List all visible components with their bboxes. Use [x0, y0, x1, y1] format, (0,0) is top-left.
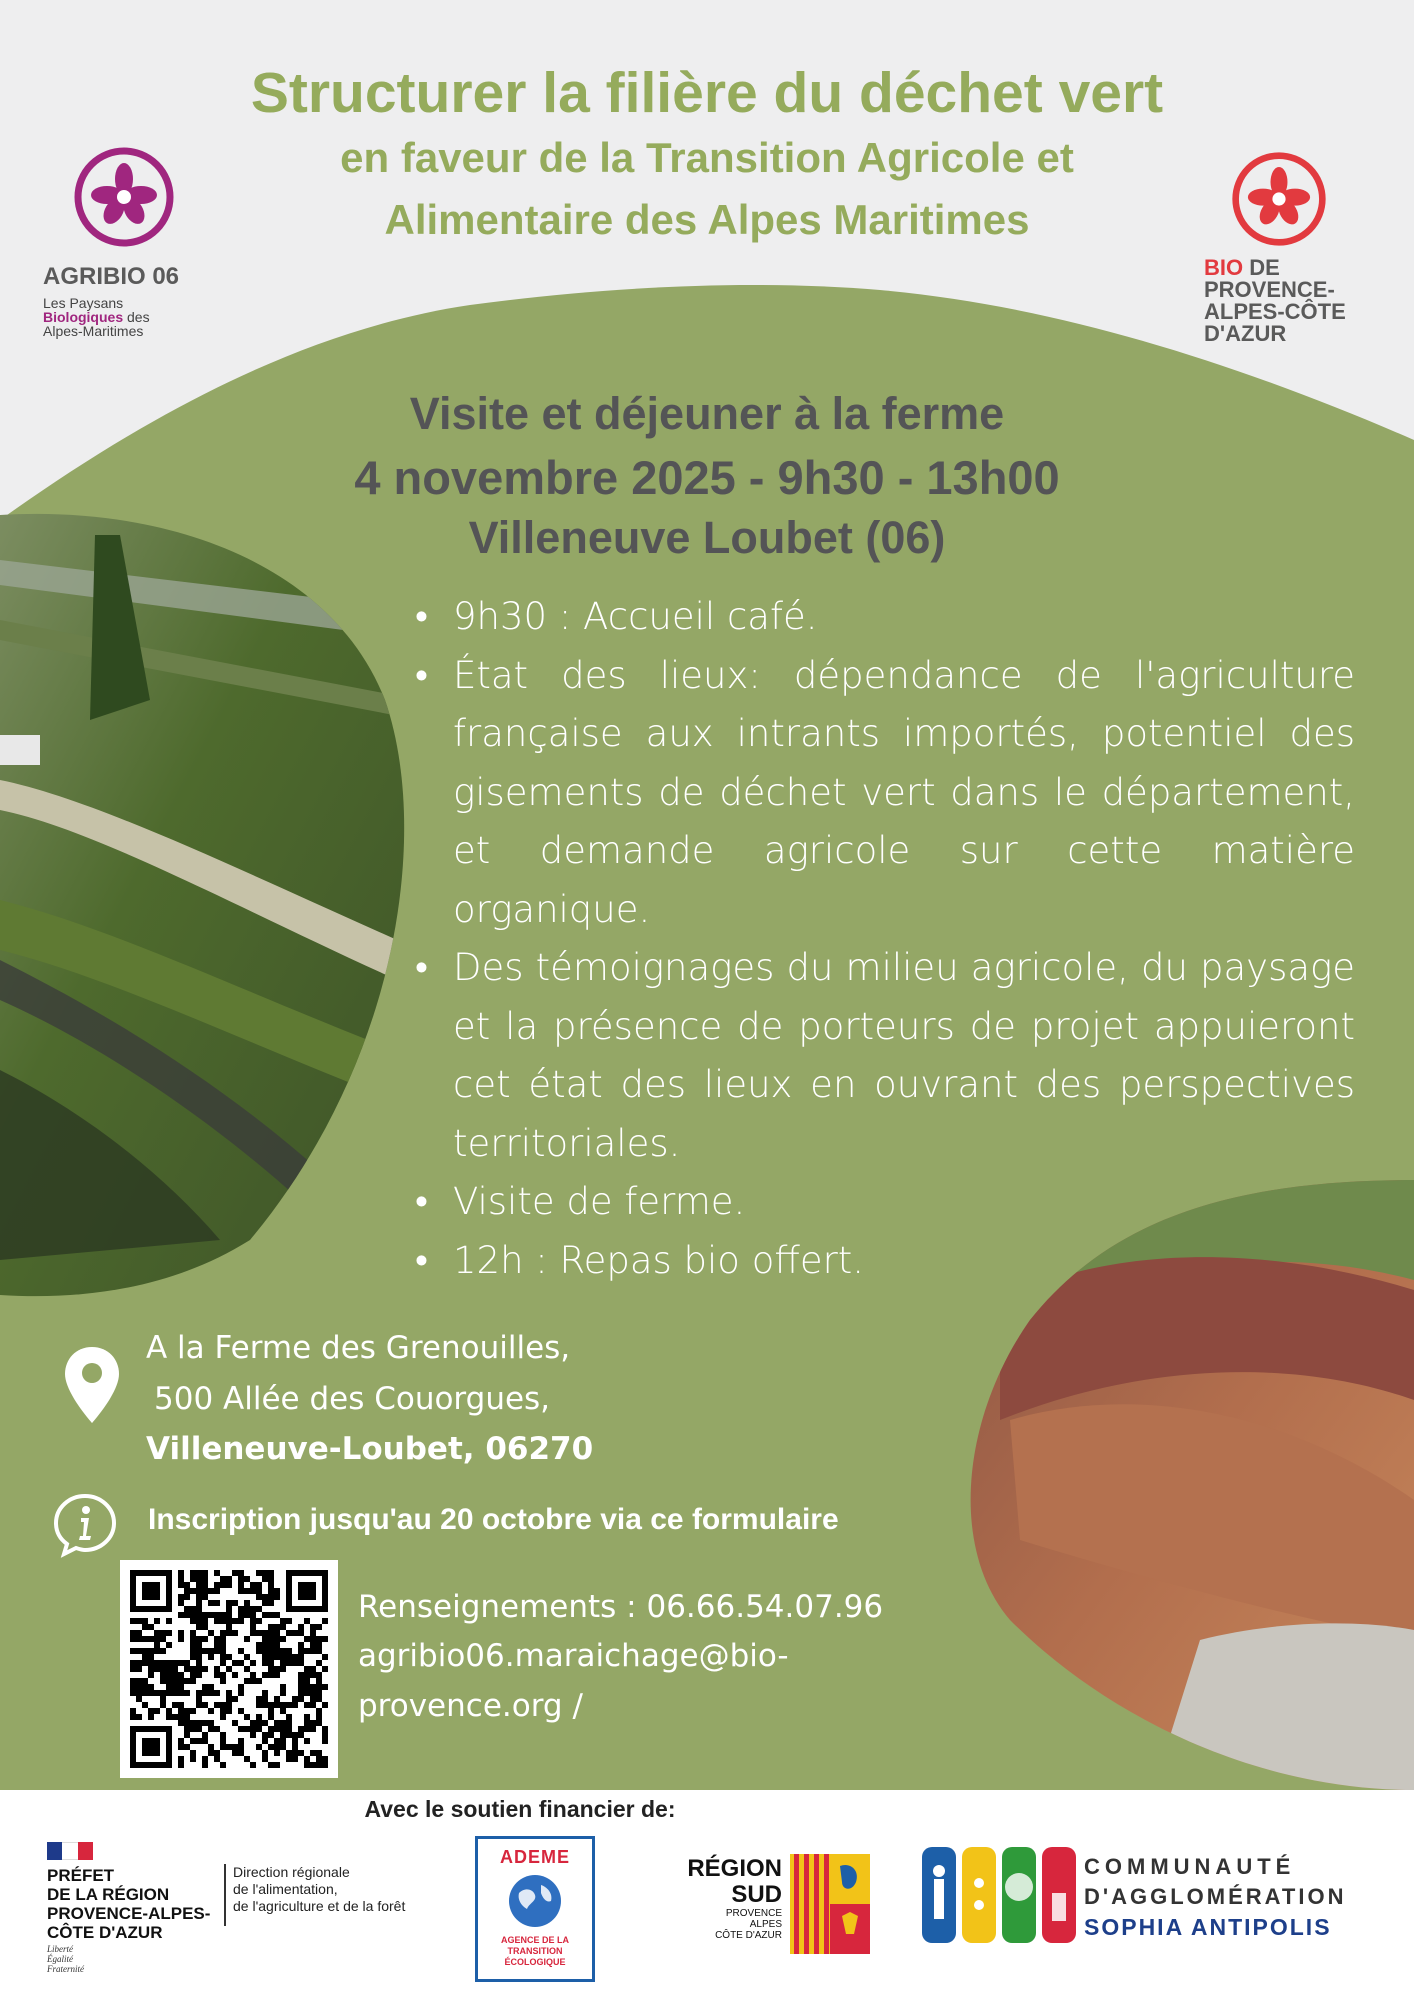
ademe-l2: TRANSITION	[507, 1946, 563, 1956]
ademe-logo	[475, 1836, 595, 1982]
prefet-dir-3: de l'agriculture et de la forêt	[233, 1898, 406, 1914]
region-l2: SUD	[731, 1881, 782, 1908]
agribio-tagline-1: Les Paysans	[43, 295, 124, 311]
sponsors-intro: Avec le soutien financier de:	[364, 1796, 676, 1822]
region-l4: ALPES	[749, 1919, 782, 1930]
subtitle-line2: Alimentaire des Alpes Maritimes	[384, 196, 1030, 243]
ademe-l3: ÉCOLOGIQUE	[504, 1957, 566, 1967]
region-l1: RÉGION	[687, 1855, 782, 1882]
contact-email-2[interactable]: provence.org /	[358, 1688, 583, 1724]
bio-provence-logo	[1200, 150, 1380, 360]
casa-l1: COMMUNAUTÉ	[1084, 1854, 1296, 1879]
globe-icon	[507, 1873, 563, 1929]
prefet-motto-1: Liberté	[47, 1944, 73, 1954]
agribio-tagline-3: Alpes-Maritimes	[43, 323, 144, 339]
program-item: • 12h : Repas bio offert.	[415, 1232, 1355, 1291]
address-line3: Villeneuve-Loubet, 06270	[146, 1431, 594, 1467]
address-line2: 500 Allée des Couorgues,	[154, 1381, 551, 1417]
bio-line3: ALPES-CÔTE	[1204, 299, 1346, 324]
bio-flower-icon	[1230, 150, 1328, 248]
prefet-l1: PRÉFET	[47, 1866, 115, 1885]
agribio-logo	[38, 145, 238, 345]
registration-text[interactable]: Inscription jusqu'au 20 octobre via ce formulaire	[148, 1503, 839, 1536]
bio-word: BIO	[1204, 255, 1244, 280]
agribio-tagline-2: Biologiques	[43, 309, 124, 325]
agribio-flower-icon	[72, 145, 176, 249]
french-flag-icon	[47, 1842, 93, 1860]
program-item: • 9h30 : Accueil café.	[415, 588, 1355, 647]
event-place: Villeneuve Loubet (06)	[468, 512, 946, 563]
info-icon	[52, 1492, 118, 1558]
contact-phone: Renseignements : 06.66.54.07.96	[358, 1589, 884, 1625]
casa-pillars-icon	[920, 1843, 1080, 1947]
region-l3: PROVENCE	[725, 1908, 782, 1919]
program-item: • État des lieux: dépendance de l'agriculture française aux intrants importés, potentiel des gisements de déchet vert dans le département, et demande agricole sur cette matière organique.	[415, 647, 1355, 940]
ademe-name: ADEME	[499, 1847, 570, 1867]
event-date: 4 novembre 2025 - 9h30 - 13h00	[354, 451, 1060, 504]
prefet-dir-1: Direction régionale	[233, 1864, 350, 1880]
agribio-name: AGRIBIO 06	[43, 263, 180, 290]
program-item: • Visite de ferme.	[415, 1173, 1355, 1232]
qr-code-pattern	[130, 1570, 328, 1768]
prefet-logo	[33, 1826, 458, 1990]
contact-email-1[interactable]: agribio06.maraichage@bio-	[358, 1638, 789, 1674]
bio-de: DE	[1243, 255, 1280, 280]
location-pin-icon	[63, 1345, 121, 1425]
prefet-motto-3: Fraternité	[47, 1964, 84, 1974]
program-item: • Des témoignages du milieu agricole, du paysage et la présence de porteurs de projet appuieront cet état des lieux en ouvrant des perspectives territoriales.	[415, 939, 1355, 1173]
main-title: Structurer la filière du déchet vert	[250, 61, 1164, 125]
prefet-l3: PROVENCE-ALPES-	[47, 1904, 211, 1923]
bio-line2: PROVENCE-	[1204, 277, 1335, 302]
qr-code[interactable]	[120, 1560, 338, 1778]
bio-line4: D'AZUR	[1204, 321, 1287, 346]
prefet-l2: DE LA RÉGION	[47, 1885, 170, 1904]
prefet-motto-2: Égalité	[47, 1954, 73, 1964]
casa-logo	[916, 1838, 1380, 1952]
ademe-l1: AGENCE DE LA	[500, 1935, 569, 1945]
casa-l2: D'AGGLOMÉRATION	[1084, 1884, 1347, 1909]
region-sud-logo	[640, 1834, 894, 1976]
agribio-tagline-2b: des	[123, 309, 150, 325]
prefet-l4: CÔTE D'AZUR	[47, 1923, 163, 1942]
casa-l3: SOPHIA ANTIPOLIS	[1084, 1914, 1332, 1940]
address-line1: A la Ferme des Grenouilles,	[146, 1330, 571, 1366]
region-coat-of-arms-icon	[790, 1854, 870, 1954]
event-title: Visite et déjeuner à la ferme	[409, 388, 1005, 439]
prefet-dir-2: de l'alimentation,	[233, 1881, 338, 1897]
subtitle-line1: en faveur de la Transition Agricole et	[340, 134, 1074, 181]
program-list	[415, 588, 1355, 1290]
region-l5: CÔTE D'AZUR	[715, 1930, 782, 1941]
